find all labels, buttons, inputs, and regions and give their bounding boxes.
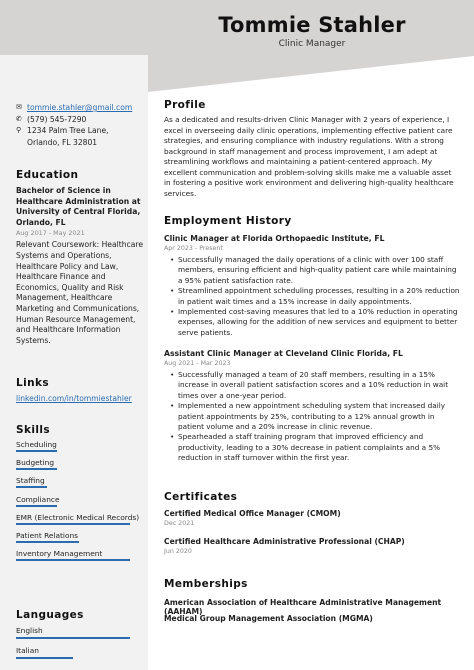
- skill-item: [16, 458, 130, 476]
- envelope-icon: ✉: [16, 103, 22, 111]
- languages-heading: Languages: [16, 609, 84, 621]
- language-label: Italian: [16, 646, 39, 655]
- skill-item: [16, 476, 130, 494]
- certificates-heading: Certificates: [164, 491, 238, 503]
- email-link[interactable]: tommie.stahler@gmail.com: [27, 103, 133, 112]
- skill-label: Patient Relations: [16, 530, 79, 540]
- skill-label: Inventory Management: [16, 549, 103, 559]
- skill-level-bar: [16, 486, 47, 488]
- education-degree: Bachelor of Science in Healthcare Administration at University of Central Florida, Orlando, FL: [16, 186, 141, 227]
- job-entry-dates: Apr 2023 - Present: [164, 245, 223, 252]
- job-entry: [164, 234, 460, 338]
- language-item: [16, 626, 130, 646]
- email-row: [16, 102, 144, 114]
- skill-label: Budgeting: [16, 458, 55, 468]
- skill-item: [16, 440, 130, 458]
- membership-item: American Association of Healthcare Administrative Management (AAHAM): [164, 598, 442, 616]
- skill-item: [16, 512, 140, 531]
- job-bullet: • Streamlined appointment scheduling processes, resulting in a 20% reduction in patient wait times and a 15% increase in daily appointments.: [164, 286, 460, 307]
- skills-list: [16, 440, 140, 567]
- address-row: [16, 125, 144, 148]
- education-dates: Aug 2017 - May 2021: [16, 229, 85, 238]
- certificate-item: [164, 537, 460, 557]
- certificate-date: Jun 2020: [164, 548, 192, 555]
- job-entry-title: Assistant Clinic Manager at Cleveland Clinic Florida, FL: [164, 349, 403, 358]
- profile-heading: Profile: [164, 99, 206, 111]
- job-entry: [164, 349, 460, 464]
- address-text: [27, 125, 109, 148]
- skill-level-bar: [16, 468, 57, 470]
- phone-row: [16, 114, 144, 126]
- job-bullets: [164, 370, 460, 464]
- employment-heading: Employment History: [164, 215, 292, 227]
- skill-label: Staffing: [16, 476, 45, 486]
- certificate-title: Certified Medical Office Manager (CMOM): [164, 509, 341, 518]
- education-heading: Education: [16, 169, 79, 181]
- job-title: Clinic Manager: [278, 39, 346, 49]
- certificate-title: Certified Healthcare Administrative Professional (CHAP): [164, 537, 405, 546]
- languages-list: [16, 626, 130, 666]
- job-entry-dates: Aug 2021 - Mar 2023: [164, 360, 231, 367]
- profile-text: As a dedicated and results-driven Clinic Manager with 2 years of experience, I excel in overseeing daily clinic operations, implementing effective patient care strategies, and ensuring compliance with industry regulations. With a strong background in staff management and process improvement, I am adept at streamlining workflows and maintaining a patient-centered approach. My excellent communication and problem-solving skills make me a valuable asset in fostering a positive work environment and delivering high-quality healthcare services.: [164, 115, 454, 198]
- linkedin-link[interactable]: linkedin.com/in/tommiestahler: [16, 394, 132, 403]
- skills-heading: Skills: [16, 424, 50, 436]
- phone-text: (579) 545-7290: [27, 114, 87, 124]
- location-pin-icon: ⚲: [16, 126, 22, 135]
- skill-item: [16, 549, 130, 567]
- contact-block: [16, 102, 144, 148]
- address-line-2: Orlando, FL 32801: [27, 137, 98, 147]
- education-block: [16, 186, 144, 346]
- skill-level-bar: [16, 559, 130, 561]
- skill-item: [16, 495, 130, 513]
- memberships-heading: Memberships: [164, 578, 248, 590]
- job-bullet: • Implemented cost-saving measures that led to a 10% reduction in operating expenses, allowing for the addition of new services and equipment to better serve patients.: [164, 307, 460, 338]
- language-level-bar: [16, 637, 130, 639]
- job-entry-title: Clinic Manager at Florida Orthopaedic Institute, FL: [164, 234, 385, 243]
- certificate-date: Dec 2021: [164, 520, 195, 527]
- skill-level-bar: [16, 450, 57, 452]
- skill-label: EMR (Electronic Medical Records): [16, 512, 140, 522]
- language-level-bar: [16, 657, 73, 659]
- phone-icon: ✆: [16, 114, 22, 123]
- candidate-name: Tommie Stahler: [218, 13, 406, 37]
- job-bullet: • Spearheaded a staff training program that improved efficiency and productivity, leading to a 30% decrease in patient complaints and a 5% reduction in staff turnover within the first year.: [164, 432, 460, 463]
- skill-label: Scheduling: [16, 440, 57, 449]
- language-item: [16, 646, 130, 666]
- membership-item: Medical Group Management Association (MGMA): [164, 614, 373, 623]
- education-coursework: Relevant Coursework: Healthcare Systems and Operations, Healthcare Policy and Law, Healthcare Finance and Economics, Quality and Risk Management, Healthcare Marketing and Communications, Human Resource Management, and Healthcare Information Systems.: [16, 240, 143, 345]
- skill-item: [16, 531, 130, 549]
- language-label: English: [16, 626, 43, 635]
- links-heading: Links: [16, 377, 49, 389]
- job-bullet: • Successfully managed the daily operations of a clinic with over 100 staff members, ensuring efficient and high-quality patient care while maintaining a 95% patient satisfaction rate.: [164, 255, 460, 286]
- skill-level-bar: [16, 541, 79, 543]
- skill-label: Compliance: [16, 494, 60, 504]
- certificate-item: [164, 509, 460, 529]
- address-line-1: 1234 Palm Tree Lane,: [27, 126, 109, 136]
- skill-level-bar: [16, 505, 57, 507]
- skill-level-bar: [16, 523, 130, 525]
- job-bullet: • Successfully managed a team of 20 staff members, resulting in a 15% increase in overall patient satisfaction scores and a 10% reduction in wait times over a one-year period.: [164, 370, 460, 401]
- job-bullet: • Implemented a new appointment scheduling system that increased daily patient appointments by 25%, contributing to a 12% annual growth in patient volume and a 20% increase in clinic revenue.: [164, 401, 460, 432]
- job-bullets: [164, 255, 460, 338]
